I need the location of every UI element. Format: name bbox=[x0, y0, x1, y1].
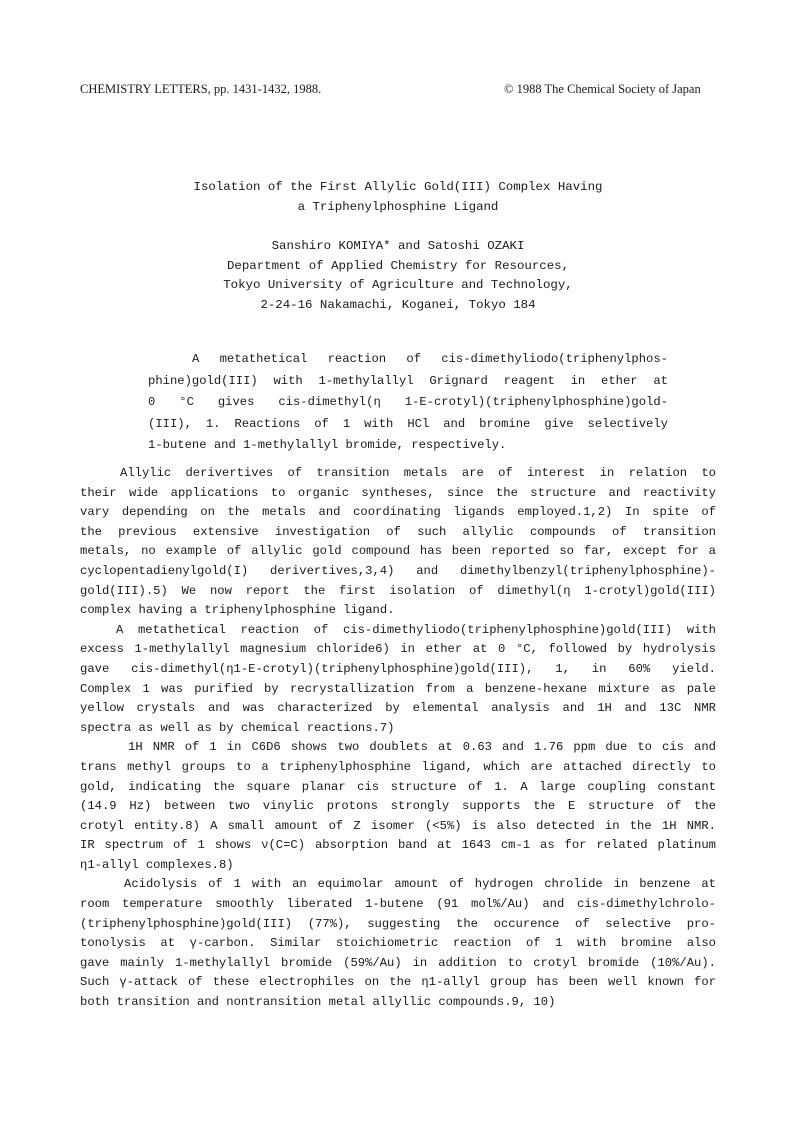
paper-title bbox=[80, 178, 716, 217]
body-line: both transition and nontransition metal allyllic compounds.9, 10) bbox=[80, 995, 556, 1010]
body-line: A metathetical reaction of cis-dimethyliodo(triphenylphosphine)gold(III) with bbox=[116, 622, 716, 637]
body-line: gold, indicating the square planar cis structure of 1. A large coupling constant bbox=[80, 779, 716, 794]
body-line: room temperature smoothly liberated 1-butene (91 mol%/Au) and cis-dimethylchrolo- bbox=[80, 897, 716, 912]
body-line: Complex 1 was purified by recrystallization from a benzene-hexane mixture as pale bbox=[80, 681, 716, 696]
body-line: metals, no example of allylic gold compound has been reported so far, except for a bbox=[80, 544, 716, 559]
body-line: excess 1-methylallyl magnesium chloride6) in ether at 0 °C, followed by hydrolysis bbox=[80, 642, 716, 657]
body-line: Acidolysis of 1 with an equimolar amount of hydrogen chrolide in benzene at bbox=[124, 877, 716, 892]
body-line: vary depending on the metals and coordinating ligands employed.1,2) In spite of bbox=[80, 505, 716, 520]
copyright-notice: © 1988 The Chemical Society of Japan bbox=[504, 82, 701, 96]
title-line: a Triphenylphosphine Ligand bbox=[297, 199, 499, 214]
affiliation-line: Tokyo University of Agriculture and Technology, bbox=[223, 278, 573, 292]
abstract-line: (III), 1. Reactions of 1 with HCl and bromine give selectively bbox=[148, 416, 668, 431]
abstract-line: 1-butene and 1-methylallyl bromide, respectively. bbox=[148, 438, 507, 453]
body-line: Allylic derivertives of transition metals are of interest in relation to bbox=[120, 466, 716, 480]
body-line: 1H NMR of 1 in C6D6 shows two doublets at 0.63 and 1.76 ppm due to cis and bbox=[128, 740, 716, 755]
abstract bbox=[148, 349, 668, 457]
body-line: Such γ-attack of these electrophiles on the η1-allyl group has been well known for bbox=[80, 975, 716, 990]
body-line: (14.9 Hz) between two vinylic protons strongly supports the E structure of the bbox=[80, 799, 716, 814]
author-block bbox=[80, 237, 716, 315]
abstract-line: phine)gold(III) with 1-methylallyl Grignard reagent in ether at bbox=[148, 373, 668, 388]
body-line: trans methyl groups to a triphenylphosphine ligand, which are attached directly to bbox=[80, 759, 716, 774]
abstract-line: A metathetical reaction of cis-dimethyliodo(triphenylphos- bbox=[192, 352, 668, 366]
abstract-line: 0 °C gives cis-dimethyl(η 1-E-crotyl)(triphenylphosphine)gold- bbox=[148, 395, 668, 410]
body-line: tonolysis at γ-carbon. Similar stoichiometric reaction of 1 with bromine also bbox=[80, 936, 716, 951]
body-line: gave cis-dimethyl(η1-E-crotyl)(triphenylphosphine)gold(III), 1, in 60% yield. bbox=[80, 661, 716, 676]
body-line: crotyl entity.8) A small amount of Z isomer (<5%) is also detected in the 1H NMR. bbox=[80, 818, 716, 833]
affiliation-line: Department of Applied Chemistry for Resources, bbox=[226, 258, 570, 273]
body-line: (triphenylphosphine)gold(III) (77%), suggesting the occurence of selective pro- bbox=[80, 916, 716, 931]
body-line: gold(III).5) We now report the first isolation of dimethyl(η 1-crotyl)gold(III) bbox=[80, 583, 716, 598]
authors: Sanshiro KOMIYA* and Satoshi OZAKI bbox=[271, 239, 525, 253]
body-line: their wide applications to organic syntheses, since the structure and reactivity bbox=[80, 485, 716, 500]
body-line: the previous extensive investigation of such allylic compounds of transition bbox=[80, 524, 716, 539]
body-line: η1-allyl complexes.8) bbox=[80, 857, 234, 872]
affiliation-line: 2-24-16 Nakamachi, Koganei, Tokyo 184 bbox=[260, 297, 536, 312]
body-line: gave mainly 1-methylallyl bromide (59%/Au) in addition to crotyl bromide (10%/Au). bbox=[80, 955, 716, 970]
journal-citation: CHEMISTRY LETTERS, pp. 1431-1432, 1988. bbox=[80, 82, 322, 96]
body-line: complex having a triphenylphosphine ligand. bbox=[80, 603, 395, 618]
title-line: Isolation of the First Allylic Gold(III) Complex Having bbox=[193, 180, 603, 194]
body-text bbox=[80, 464, 716, 1013]
body-line: spectra as well as by chemical reactions.7) bbox=[80, 720, 395, 735]
body-line: yellow crystals and was characterized by elemental analysis and 1H and 13C NMR bbox=[80, 701, 716, 716]
body-line: cyclopentadienylgold(I) derivertives,3,4) and dimethylbenzyl(triphenylphosphine)- bbox=[80, 563, 716, 578]
body-line: IR spectrum of 1 shows ν(C=C) absorption band at 1643 cm-1 as for related platinum bbox=[80, 838, 716, 853]
